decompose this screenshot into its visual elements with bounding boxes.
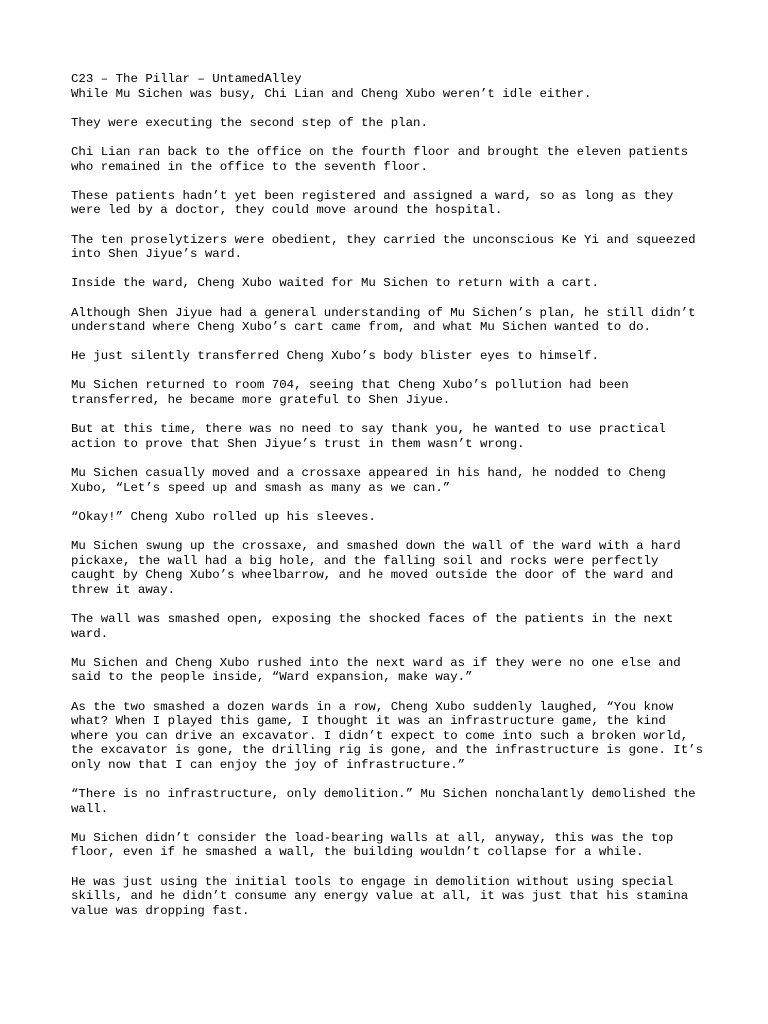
chapter-body	[71, 87, 708, 919]
paragraph: While Mu Sichen was busy, Chi Lian and Cheng Xubo weren’t idle either.	[71, 86, 592, 101]
paragraph: Mu Sichen returned to room 704, seeing that Cheng Xubo’s pollution had been transferred, he became more grateful to Shen Jiyue.	[71, 378, 629, 408]
paragraph: Mu Sichen didn’t consider the load-bearing walls at all, anyway, this was the top floor, even if he smashed a wall, the building wouldn’t collapse for a while.	[71, 830, 674, 860]
chapter-title: C23 – The Pillar – UntamedAlley	[71, 72, 302, 86]
paragraph: Although Shen Jiyue had a general understanding of Mu Sichen’s plan, he still didn’t understand where Cheng Xubo’s cart came from, and what Mu Sichen wanted to do.	[71, 305, 696, 335]
paragraph: The wall was smashed open, exposing the shocked faces of the patients in the next ward.	[71, 611, 674, 641]
paragraph: But at this time, there was no need to say thank you, he wanted to use practical action to prove that Shen Jiyue’s trust in them wasn’t wrong.	[71, 422, 666, 451]
paragraph: Mu Sichen swung up the crossaxe, and smashed down the wall of the ward with a hard pickaxe, the wall had a big hole, and the falling soil and rocks were perfectly caught by Cheng Xubo’s wheelbarrow, and he moved outside the door of the ward and threw it away.	[71, 539, 681, 597]
paragraph: Chi Lian ran back to the office on the fourth floor and brought the eleven patients who remained in the office to the seventh floor.	[71, 144, 689, 174]
paragraph: They were executing the second step of the plan.	[71, 115, 428, 130]
paragraph: Mu Sichen and Cheng Xubo rushed into the next ward as if they were no one else and said to the people inside, “Ward expansion, make way.”	[71, 655, 681, 685]
paragraph: He just silently transferred Cheng Xubo’s body blister eyes to himself.	[71, 349, 599, 364]
paragraph: Inside the ward, Cheng Xubo waited for Mu Sichen to return with a cart.	[71, 276, 599, 291]
paragraph: The ten proselytizers were obedient, they carried the unconscious Ke Yi and squeezed into Shen Jiyue’s ward.	[71, 232, 696, 262]
paragraph: Mu Sichen casually moved and a crossaxe appeared in his hand, he nodded to Cheng Xubo, “Let’s speed up and smash as many as we can.”	[71, 466, 666, 495]
paragraph: As the two smashed a dozen wards in a row, Cheng Xubo suddenly laughed, “You know what? When I played this game, I thought it was an infrastructure game, the kind where you can drive an excavator. I didn’t expect to come into such a broken world, the excavator is gone, the drilling rig is gone, and the infrastructure is gone. It’s only now that I can enjoy the joy of infrastructure.”	[71, 699, 704, 772]
paragraph: “Okay!” Cheng Xubo rolled up his sleeves.	[71, 509, 376, 524]
paragraph: These patients hadn’t yet been registered and assigned a ward, so as long as they were led by a doctor, they could move around the hospital.	[71, 188, 674, 218]
paragraph: “There is no infrastructure, only demolition.” Mu Sichen nonchalantly demolished the wall.	[71, 787, 696, 816]
paragraph: He was just using the initial tools to engage in demolition without using special skills, and he didn’t consume any energy value at all, it was just that his stamina value was dropping fast.	[71, 874, 689, 918]
